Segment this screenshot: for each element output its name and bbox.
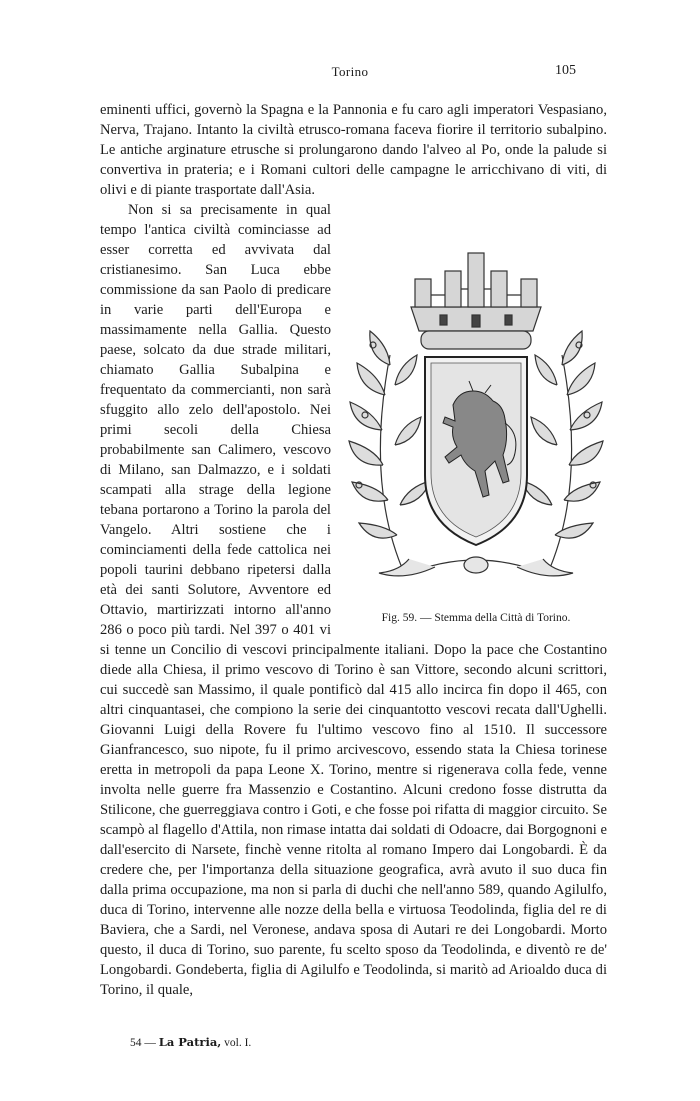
coat-of-arms-figure <box>345 245 607 633</box>
figure-caption: Fig. 59. — Stemma della Città di Torino. <box>381 612 571 624</box>
volume-label: vol. I. <box>224 1037 252 1049</box>
page-footer <box>130 1035 251 1049</box>
page-number: 105 <box>555 63 576 78</box>
paragraph-1: eminenti uffici, governò la Spagna e la Pannonia e fu caro agli imperatori Vespasiano, Nerva, Trajano. Intanto la civiltà etrusco-romana faceva fiorire il territorio subalpino. Le antiche arginature etrusche si prolungarono dando l'alveo al Po, onde la palude si convertiva in prateria; e i Romani cultori delle campagne le arricchivano di viti, di olivi e di piante trasportate dall'Asia. <box>100 102 607 198</box>
body-text <box>100 100 607 1000</box>
turin-coat-of-arms-illustration <box>345 245 607 605</box>
paragraph-2: Non si sa precisamente in qual tempo l'antica civiltà cominciasse ad esser corretta ed avvivata dal cristianesimo. San Luca ebbe commissione da san Paolo di predicare in varie parti dell'Europa e massimamente nella Gallia. Questo paese, solcato da due strade militari, chiamato Gallia Subalpina e frequentato da commercianti, non sarà sfuggito allo zelo dell'apostolo. Nei primi secoli della Chiesa probabilmente san Calimero, vescovo di Milano, san Dalmazzo, e i soldati scampati alla strage della legione tebana portarono a Torino la parola del Vangelo. Altri sostiene che i cominciamenti della fede cattolica nei popoli taurini debbano ripetersi dalla età dei santi Solutore, Avventore ed Ottavio, martirizzati intorno all'anno 286 o poco più tardi. Nel 397 o 401 vi si tenne un Concilio di vescovi principalmente italiani. Dopo la pace che Costantino diede alla Chiesa, il primo vescovo di Torino è san Vittore, secondo alcuni scrittori, cui succedè san Massimo, il quale pontificò dal 415 allo incirca fin dopo il 465, con altri cinquantasei, che compiono la serie dei cinquantotto vescovi recata dall'Ughelli. Giovanni Luigi della Rovere fu l'ultimo vescovo fino al 1510. Il successore Gianfrancesco, suo nipote, fu il primo arcivescovo, essendo stata la Chiesa torinese eretta in metropoli da papa Leone X. Torino, mentre si rigenerava colla fede, venne involta nelle guerre fra Massenzio e Costantino. Alcuni credono fosse distrutta da Stilicone, che guerreggiava contro i Goti, e che fosse poi rifatta di maggior circuito. Se scampò al flagello d'Attila, non rimase intatta dai soldati di Odoacre, dai Borgognoni e dall'esercito di Narsete, finchè venne ritolta al romano Impero dai Longobardi. È da credere che, per l'importanza della situazione geografica, avrà avuto il suo duca fin dalla prima occupazione, ma non si parla di duchi che nell'anno 589, quando Agilulfo, duca di Torino, intervenne alle nozze della bella e virtuosa Teodolinda, figlia del re di Baviera, che a Sardi, nel Veronese, andava sposa di Autari re dei Longobardi. Morto questo, il duca di Torino, suo parente, fu scelto sposo da Teodolinda, e diventò re de' Longobardi. Gondeberta, figlia di Agilulfo e Teodolinda, si maritò ad Arioaldo duca di Torino, il quale, <box>100 202 607 998</box>
running-head: Torino <box>331 64 369 79</box>
book-title: La Patria, <box>158 1035 222 1049</box>
signature-mark: 54 — <box>130 1037 156 1049</box>
page-header <box>0 62 700 86</box>
